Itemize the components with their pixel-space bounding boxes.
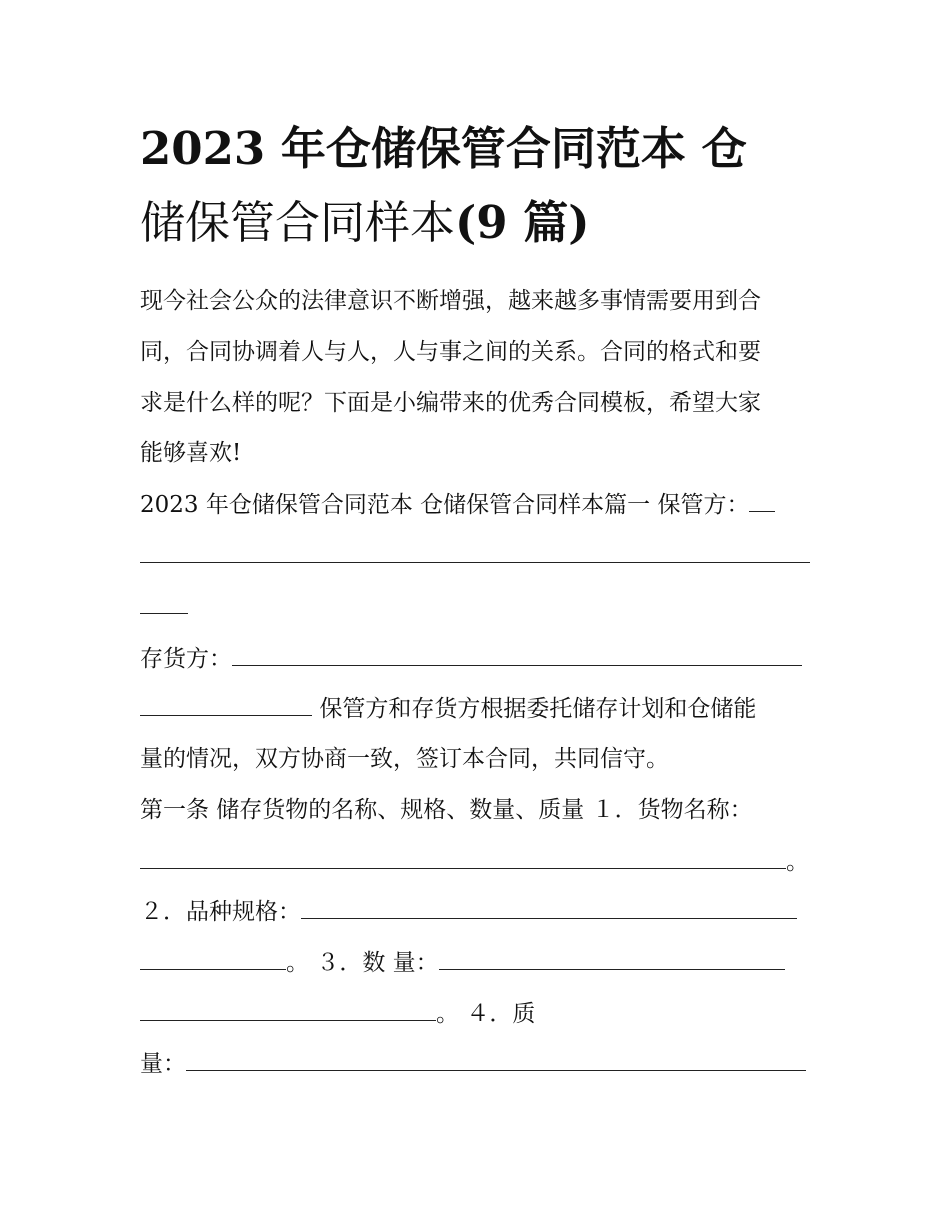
quality-line	[140, 998, 812, 1029]
goods-name-blank	[140, 846, 786, 869]
spec-label: ２．品种规格：	[140, 899, 301, 925]
quality-label-2: 量：	[140, 1051, 186, 1077]
depositor-blank	[232, 643, 802, 666]
document-page	[140, 0, 812, 1229]
quantity-label: ３．数 量：	[316, 950, 439, 976]
article-1-line: 第一条 储存货物的名称、规格、数量、质量 １．货物名称：	[140, 797, 753, 823]
spec-line	[140, 896, 812, 927]
title-line-2: 储保管合同样本	[140, 196, 456, 249]
intro-line-2: 同，合同协调着人与人，人与事之间的关系。合同的格式和要	[140, 339, 761, 365]
intro-line-3: 求是什么样的呢？下面是小编带来的优秀合同模板，希望大家	[140, 390, 761, 416]
spec-blank	[301, 896, 797, 919]
keeper-line	[140, 489, 812, 520]
quality-label: ４．质	[466, 1001, 536, 1027]
keeper-label: 2023 年仓储保管合同范本 仓储保管合同样本篇一 保管方：	[140, 492, 750, 518]
goods-name-period: 。	[786, 849, 809, 875]
agreement-line-2: 量的情况，双方协商一致，签订本合同，共同信守。	[140, 746, 669, 772]
agreement-text: 保管方和存货方根据委托储存计划和仓储能	[319, 696, 757, 722]
spec-blank-2	[140, 947, 286, 970]
keeper-blank-2	[140, 540, 810, 563]
quantity-period: 。	[436, 1001, 459, 1027]
keeper-blank-line-3	[140, 591, 812, 622]
goods-name-line	[140, 846, 812, 877]
agreement-line-1	[140, 693, 812, 724]
intro-line-1: 现今社会公众的法律意识不断增强，越来越多事情需要用到合	[140, 288, 761, 314]
keeper-blank	[749, 489, 775, 512]
spec-period: 。	[286, 950, 309, 976]
quantity-line	[140, 947, 812, 978]
title-line-1: 2023 年仓储保管合同范本 仓	[140, 122, 747, 175]
depositor-line	[140, 643, 812, 674]
depositor-blank-2	[140, 693, 312, 716]
keeper-blank-line	[140, 540, 812, 571]
quantity-blank-2	[140, 998, 436, 1021]
title-line-2-count: (9 篇)	[455, 196, 590, 249]
document-title	[140, 112, 812, 260]
keeper-blank-3	[140, 591, 188, 614]
intro-line-4: 能够喜欢!	[140, 440, 242, 466]
quality-blank	[186, 1048, 806, 1071]
depositor-label: 存货方：	[140, 646, 232, 672]
quantity-blank	[439, 947, 785, 970]
quality-line-2	[140, 1048, 812, 1079]
